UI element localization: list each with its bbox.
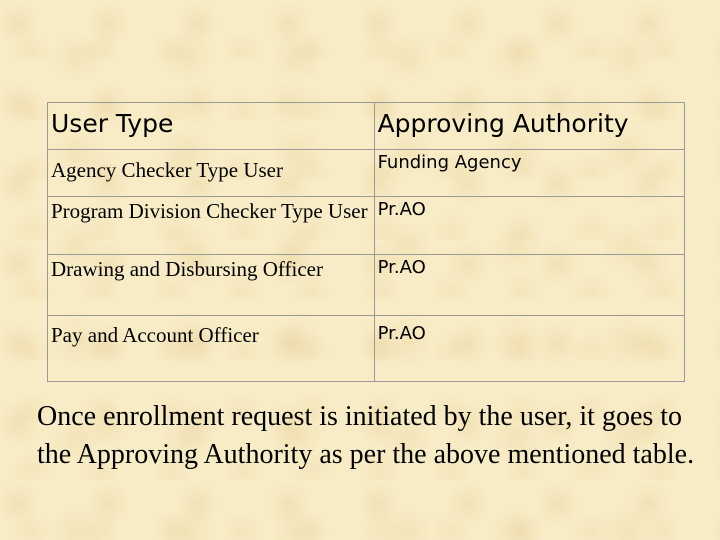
table-row — [48, 150, 685, 197]
header-user-type: User Type — [48, 103, 375, 150]
enrollment-note: Once enrollment request is initiated by the user, it goes to the Approving Authority as per the above mentioned table. — [37, 401, 695, 470]
cell-user-type: Drawing and Disbursing Officer — [48, 255, 375, 316]
table-row — [48, 197, 685, 255]
table-row — [48, 316, 685, 382]
header-approving-authority: Approving Authority — [374, 103, 684, 150]
cell-authority: Funding Agency — [374, 150, 684, 197]
cell-user-type: Agency Checker Type User — [48, 150, 375, 197]
table-row — [48, 255, 685, 316]
approving-authority-table — [47, 102, 685, 382]
table-header-row — [48, 103, 685, 150]
cell-authority: Pr.AO — [374, 316, 684, 382]
cell-authority: Pr.AO — [374, 197, 684, 255]
cell-user-type: Pay and Account Officer — [48, 316, 375, 382]
cell-user-type: Program Division Checker Type User — [48, 197, 375, 255]
cell-authority: Pr.AO — [374, 255, 684, 316]
